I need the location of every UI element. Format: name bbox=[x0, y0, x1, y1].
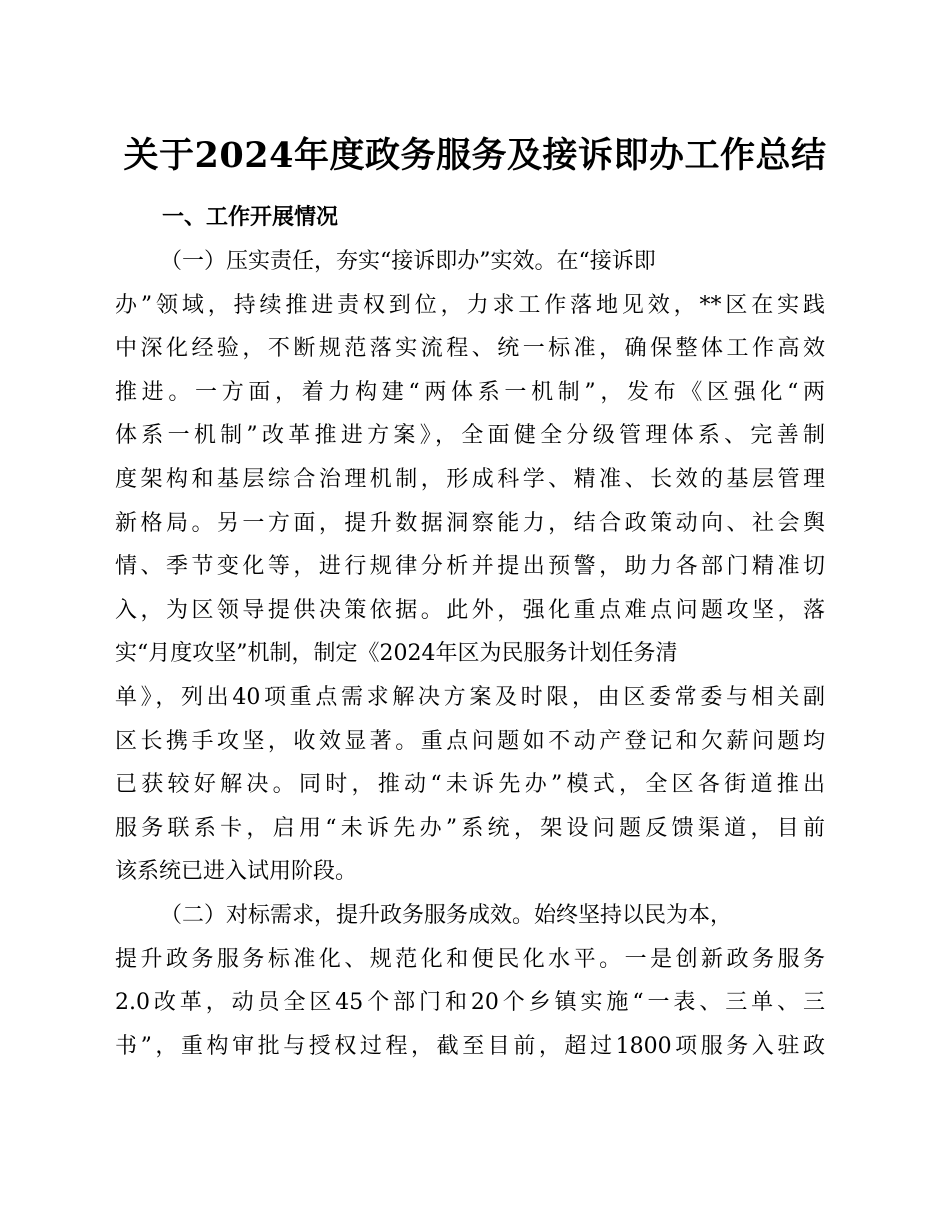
paragraph-line: 单》，列出40项重点需求解决方案及时限，由区委常委与相关副 bbox=[115, 684, 825, 710]
paragraph-line: 办”领域，持续推进责权到位，力求工作落地见效，**区在实践 bbox=[115, 292, 825, 318]
paragraph-line: 2.0改革，动员全区45个部门和20个乡镇实施“一表、三单、三 bbox=[115, 990, 825, 1016]
paragraph-line: 入，为区领导提供决策依据。此外，强化重点难点问题攻坚，落 bbox=[115, 597, 825, 623]
document-title: 关于2024年度政务服务及接诉即办工作总结 bbox=[123, 135, 827, 176]
paragraph-line: 已获较好解决。同时，推动“未诉先办”模式，全区各街道推出 bbox=[115, 772, 825, 798]
paragraph-line: 新格局。另一方面，提升数据洞察能力，结合政策动向、社会舆 bbox=[115, 510, 825, 536]
paragraph-line: 区长携手攻坚，收效显著。重点问题如不动产登记和欠薪问题均 bbox=[115, 728, 825, 754]
paragraph-line: 体系一机制”改革推进方案》，全面健全分级管理体系、完善制 bbox=[115, 423, 825, 449]
paragraph-line: 推进。一方面，着力构建“两体系一机制”，发布《区强化“两 bbox=[115, 379, 825, 405]
paragraph-line: 中深化经验，不断规范落实流程、统一标准，确保整体工作高效 bbox=[115, 336, 825, 362]
paragraph-line: 书”，重构审批与授权过程，截至目前，超过1800项服务入驻政 bbox=[115, 1033, 825, 1059]
paragraph-line: 实“月度攻坚”机制，制定《2024年区为民服务计划任务清 bbox=[115, 641, 678, 667]
section-heading: 一、工作开展情况 bbox=[162, 205, 339, 230]
paragraph-2 bbox=[115, 894, 825, 1068]
paragraph-line: （一）压实责任，夯实“接诉即办”实效。在“接诉即 bbox=[160, 249, 656, 274]
paragraph-line: 情、季节变化等，进行规律分析并提出预警，助力各部门精准切 bbox=[115, 554, 825, 580]
paragraph-1 bbox=[115, 240, 825, 894]
paragraph-line: 该系统已进入试用阶段。 bbox=[115, 859, 358, 885]
paragraph-line: 提升政务服务标准化、规范化和便民化水平。一是创新政务服务 bbox=[115, 946, 825, 972]
paragraph-line: 服务联系卡，启用“未诉先办”系统，架设问题反馈渠道，目前 bbox=[115, 815, 825, 841]
paragraph-line: （二）对标需求，提升政务服务成效。始终坚持以民为本， bbox=[160, 903, 733, 928]
paragraph-line: 度架构和基层综合治理机制，形成科学、精准、长效的基层管理 bbox=[115, 466, 825, 492]
